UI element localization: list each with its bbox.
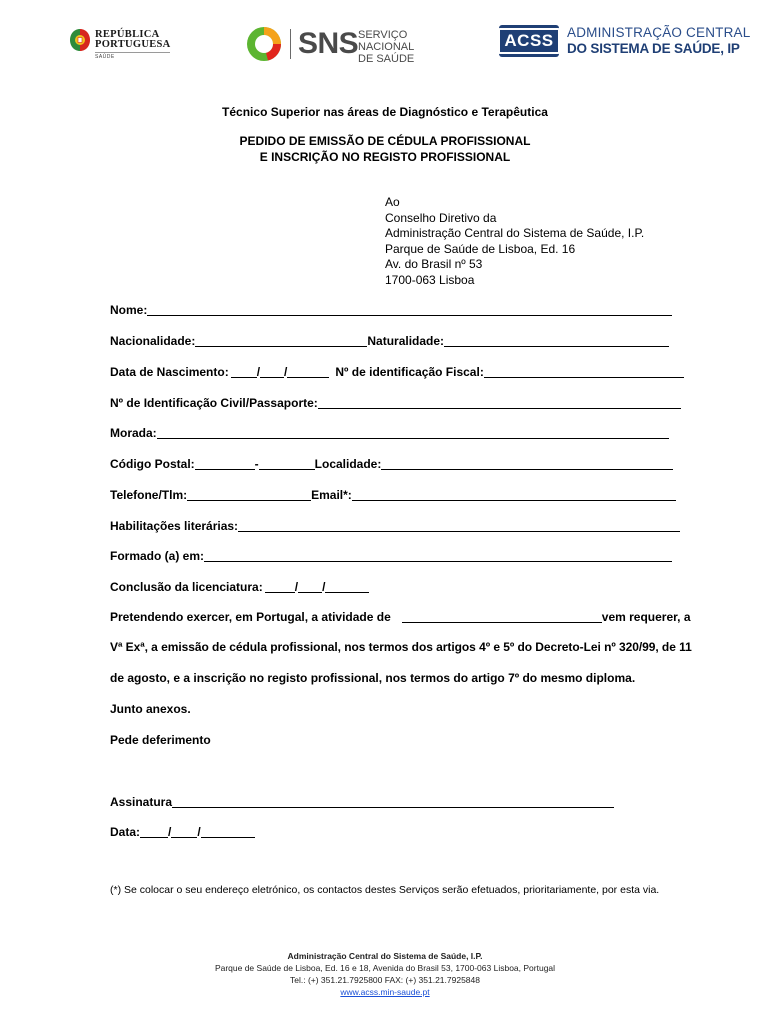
date-separator: / xyxy=(256,365,261,379)
document-title-line2: E INSCRIÇÃO NO REGISTO PROFISSIONAL xyxy=(259,150,511,164)
republica-sub: SAÚDE xyxy=(95,54,115,60)
footer-address: Parque de Saúde de Lisboa, Ed. 16 e 18, Avenida do Brasil 53, 1700-063 Lisboa, Portugal xyxy=(214,963,556,973)
republica-line1: REPÚBLICA xyxy=(95,29,160,40)
republica-line2: PORTUGUESA xyxy=(95,39,171,50)
data-day-field[interactable] xyxy=(140,825,168,838)
nacionalidade-field[interactable] xyxy=(195,334,367,347)
logo-divider xyxy=(95,52,170,53)
page-footer xyxy=(0,950,770,998)
morada-field[interactable] xyxy=(157,426,669,439)
nascimento-row xyxy=(110,363,684,379)
address-line: Ao xyxy=(385,195,400,209)
contacto-row xyxy=(110,486,676,502)
sns-ring-icon xyxy=(246,26,282,62)
date-separator: / xyxy=(197,825,201,839)
nome-row xyxy=(110,301,672,317)
sns-logo xyxy=(246,24,456,64)
conclusao-year-field[interactable] xyxy=(325,580,369,593)
request-paragraph-line3: de agosto, e a inscrição no registo profissional, nos termos do artigo 7º do mesmo diploma. xyxy=(110,671,636,685)
nif-field[interactable] xyxy=(484,365,684,378)
formado-row xyxy=(110,547,672,563)
footer-contacts: Tel.: (+) 351.21.7925800 FAX: (+) 351.21.7925848 xyxy=(290,975,480,985)
naturalidade-field[interactable] xyxy=(444,334,669,347)
portugal-emblem-icon xyxy=(68,27,92,53)
atividade-field[interactable] xyxy=(402,610,602,623)
date-separator: / xyxy=(322,580,326,594)
codigo-postal-row xyxy=(110,455,673,471)
address-line: Av. do Brasil nº 53 xyxy=(385,257,483,271)
naturalidade-label: Naturalidade: xyxy=(367,334,445,348)
formado-label: Formado (a) em: xyxy=(110,549,205,563)
footer-org: Administração Central do Sistema de Saúde, I.P. xyxy=(287,951,483,961)
acss-line1: ADMINISTRAÇÃO CENTRAL xyxy=(567,25,751,40)
morada-label: Morada: xyxy=(110,426,157,440)
pretendendo-text: Pretendendo exercer, em Portugal, a atividade de xyxy=(110,610,391,624)
sns-divider xyxy=(290,29,291,59)
date-separator: / xyxy=(168,825,172,839)
postal-code-suffix-field[interactable] xyxy=(259,457,315,470)
document-subtitle: Técnico Superior nas áreas de Diagnóstico e Terapêutica xyxy=(222,105,548,119)
address-line: Administração Central do Sistema de Saúde, I.P. xyxy=(385,226,645,240)
pretendendo-row xyxy=(110,608,691,624)
telefone-field[interactable] xyxy=(187,488,311,501)
identificacao-civil-label: Nº de Identificação Civil/Passaporte: xyxy=(110,396,318,410)
nif-label: Nº de identificação Fiscal: xyxy=(335,365,484,379)
email-note: (*) Se colocar o seu endereço eletrónico, os contactos destes Serviços serão efetuados, prioritariamente, por esta via. xyxy=(110,884,660,896)
habilitacoes-row xyxy=(110,517,680,533)
data-month-field[interactable] xyxy=(171,825,197,838)
postal-code-prefix-field[interactable] xyxy=(195,457,255,470)
postal-dash: - xyxy=(254,457,259,471)
email-field[interactable] xyxy=(352,488,676,501)
document-title-line1: PEDIDO DE EMISSÃO DE CÉDULA PROFISSIONAL xyxy=(239,134,531,148)
birth-year-field[interactable] xyxy=(287,365,329,378)
sns-line1: SERVIÇO NACIONAL xyxy=(358,29,415,53)
localidade-label: Localidade: xyxy=(314,457,382,471)
date-separator: / xyxy=(284,365,288,379)
data-year-field[interactable] xyxy=(201,825,255,838)
junto-anexos: Junto anexos. xyxy=(110,702,191,716)
habilitacoes-field[interactable] xyxy=(238,519,680,532)
acss-line2: DO SISTEMA DE SAÚDE, IP xyxy=(567,41,740,56)
conclusao-label: Conclusão da licenciatura: xyxy=(110,580,263,594)
footer-website-link[interactable]: www.acss.min-saude.pt xyxy=(340,987,430,997)
address-line: Parque de Saúde de Lisboa, Ed. 16 xyxy=(385,241,576,256)
recipient-address xyxy=(385,195,644,288)
birth-month-field[interactable] xyxy=(260,365,284,378)
data-row xyxy=(110,823,255,839)
localidade-field[interactable] xyxy=(381,457,673,470)
pede-deferimento: Pede deferimento xyxy=(110,733,211,747)
acss-abbrev: ACSS xyxy=(498,28,559,54)
nome-field[interactable] xyxy=(147,303,672,316)
birth-day-field[interactable] xyxy=(231,365,257,378)
republica-portuguesa-logo xyxy=(68,27,188,67)
address-line: Conselho Diretivo da xyxy=(385,210,497,225)
sns-abbrev: SNS xyxy=(298,27,359,60)
nacionalidade-label: Nacionalidade: xyxy=(110,334,196,348)
acss-logo xyxy=(499,24,751,62)
nacionalidade-row xyxy=(110,332,669,348)
assinatura-field[interactable] xyxy=(172,795,614,808)
acss-badge xyxy=(499,25,559,57)
identificacao-civil-field[interactable] xyxy=(318,396,681,409)
identificacao-row xyxy=(110,394,681,410)
conclusao-row xyxy=(110,578,369,594)
codigo-postal-label: Código Postal: xyxy=(110,457,195,471)
morada-row xyxy=(110,424,669,440)
data-label: Data: xyxy=(110,825,141,839)
habilitacoes-label: Habilitações literárias: xyxy=(110,519,239,533)
assinatura-row xyxy=(110,793,614,809)
conclusao-day-field[interactable] xyxy=(265,580,295,593)
nome-label: Nome: xyxy=(110,303,148,317)
email-label: Email*: xyxy=(311,488,352,502)
request-paragraph-line2: Vª Exª, a emissão de cédula profissional, nos termos dos artigos 4º e 5º do Decreto-Lei nº 320/99, de 11 xyxy=(110,640,692,654)
telefone-label: Telefone/Tlm: xyxy=(110,488,188,502)
vem-requerer-text: vem requerer, a xyxy=(601,610,691,624)
data-nascimento-label: Data de Nascimento: xyxy=(110,365,229,379)
date-separator: / xyxy=(294,580,299,594)
conclusao-month-field[interactable] xyxy=(298,580,322,593)
sns-line2: DE SAÚDE xyxy=(358,53,415,65)
formado-field[interactable] xyxy=(204,549,672,562)
address-line: 1700-063 Lisboa xyxy=(385,272,475,287)
assinatura-label: Assinatura xyxy=(110,795,173,809)
